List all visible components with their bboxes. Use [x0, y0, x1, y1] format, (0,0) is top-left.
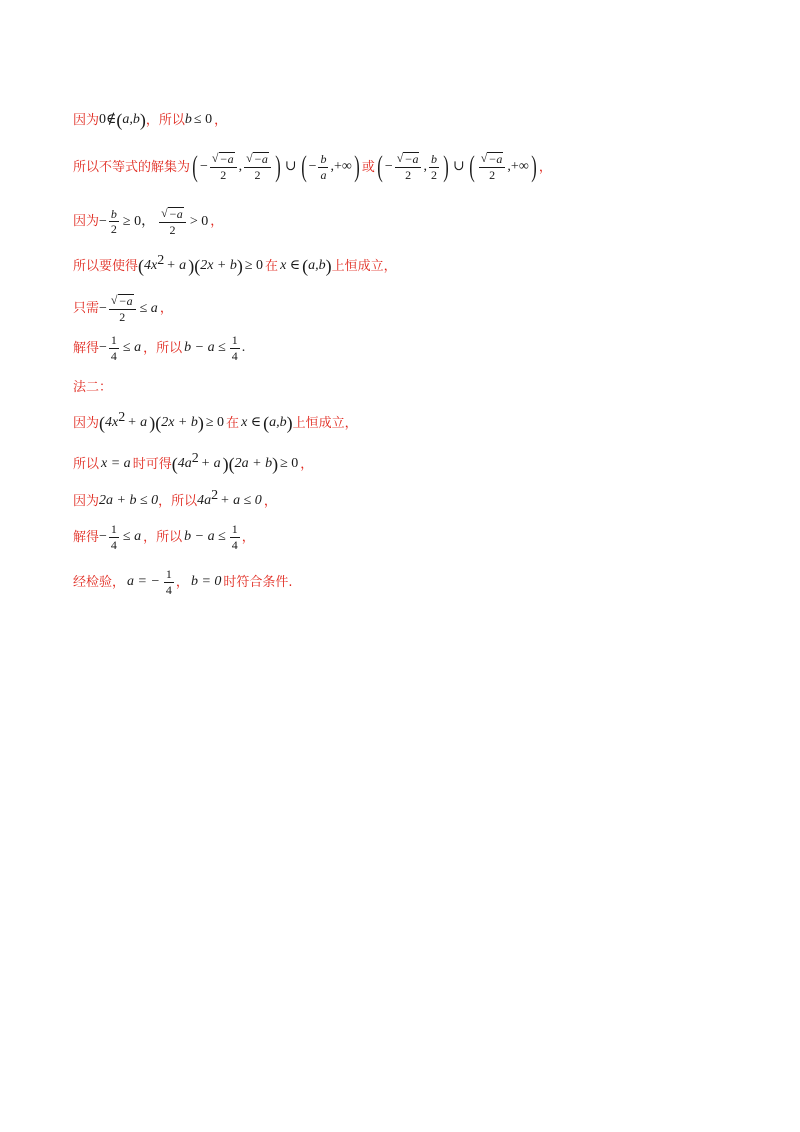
text: 经检验， [73, 574, 126, 590]
paren-open: ( [116, 110, 123, 130]
math: ≤ 0 [193, 112, 213, 127]
big-paren-close: ) [275, 150, 281, 183]
line-4: 所以要使得 ( 4x $^2$ + a ) ( 2x + b ) ≥ 0 在 x ∈ ( a,b ) 上恒成立， [73, 253, 397, 276]
fraction: $\frac{1}{4}$ [110, 522, 117, 552]
text: 因为 [73, 493, 100, 509]
text: 所以要使得 [73, 258, 139, 274]
text: 因为 [73, 415, 100, 431]
big-paren-open: ( [192, 150, 198, 183]
fraction: $\frac{1}{4}$ [231, 333, 238, 363]
math: b [184, 112, 192, 127]
text: ， [214, 112, 228, 128]
text: ， [538, 159, 552, 175]
text: ，所以 [145, 112, 185, 128]
math: 0∉ [99, 112, 117, 127]
fraction: $\frac{1}{4}$ [165, 567, 172, 597]
text: 或 [361, 159, 375, 175]
fraction: √ −a 2 [210, 152, 237, 181]
line-10: 因为 2a + b ≤ 0 ，所以 4a $^2$ + a ≤ 0 ， [73, 488, 277, 509]
text: 因为 [73, 214, 100, 230]
section-heading: 法二： [73, 380, 113, 395]
line-6: 解得 − $\frac{1}{4}$ ≤ a ，所以 b − a ≤ $\frac{1}{4}$ . [73, 333, 246, 363]
fraction: √ −a 2 [244, 152, 271, 181]
line-3: 因为 − $\frac{b}{2}$ ≥ 0， √ −a 2 > 0 ， [73, 206, 224, 237]
fraction: √ −a 2 [159, 207, 186, 236]
fraction: $\frac{b}{a}$ [320, 151, 327, 182]
text: 解得 [73, 340, 100, 356]
fraction: √ −a 2 [109, 294, 136, 323]
line-8: 因为 ( 4x $^2$ + a ) ( 2x + b ) ≥ 0 在 x ∈ ( a,b ) 上恒成立， [73, 410, 358, 433]
text: 只需 [73, 301, 100, 317]
line-1 [73, 111, 227, 129]
line-7 [73, 381, 112, 394]
text: 解得 [73, 529, 100, 545]
text: 所以 [73, 456, 100, 472]
math: a,b [122, 112, 140, 127]
line-5: 只需 − √ −a 2 ≤ a ， [73, 293, 173, 324]
math: − [200, 159, 208, 174]
fraction: $\frac{b}{2}$ [430, 151, 437, 182]
fraction: √ −a 2 [479, 152, 506, 181]
fraction: √ −a 2 [395, 152, 422, 181]
fraction: $\frac{1}{4}$ [231, 522, 238, 552]
line-12: 经检验， a = − $\frac{1}{4}$ ， b = 0 时符合条件. [73, 567, 293, 597]
line-11: 解得 − $\frac{1}{4}$ ≤ a ，所以 b − a ≤ $\frac{1}{4}$ ， [73, 522, 255, 552]
text: 所以不等式的解集为 [73, 159, 191, 175]
fraction: $\frac{b}{2}$ [110, 206, 117, 237]
fraction: $\frac{1}{4}$ [110, 333, 117, 363]
union: ∪ [284, 159, 297, 174]
text: 因为 [73, 112, 100, 128]
line-9: 所以 x = a 时可得 ( 4a $^2$ + a ) ( 2a + b ) ≥ 0 ， [73, 451, 314, 474]
paren-close: ) [139, 110, 146, 130]
line-2: 所以不等式的解集为 ( − √ −a 2 , √ −a 2 ) ∪ ( − $\frac{b}{a}$ ,+∞ ) 或 ( − √ −a 2 , $\frac{b}{2}$ ) ∪ ( √ −a 2 ,+∞ ) ， [73, 150, 552, 183]
